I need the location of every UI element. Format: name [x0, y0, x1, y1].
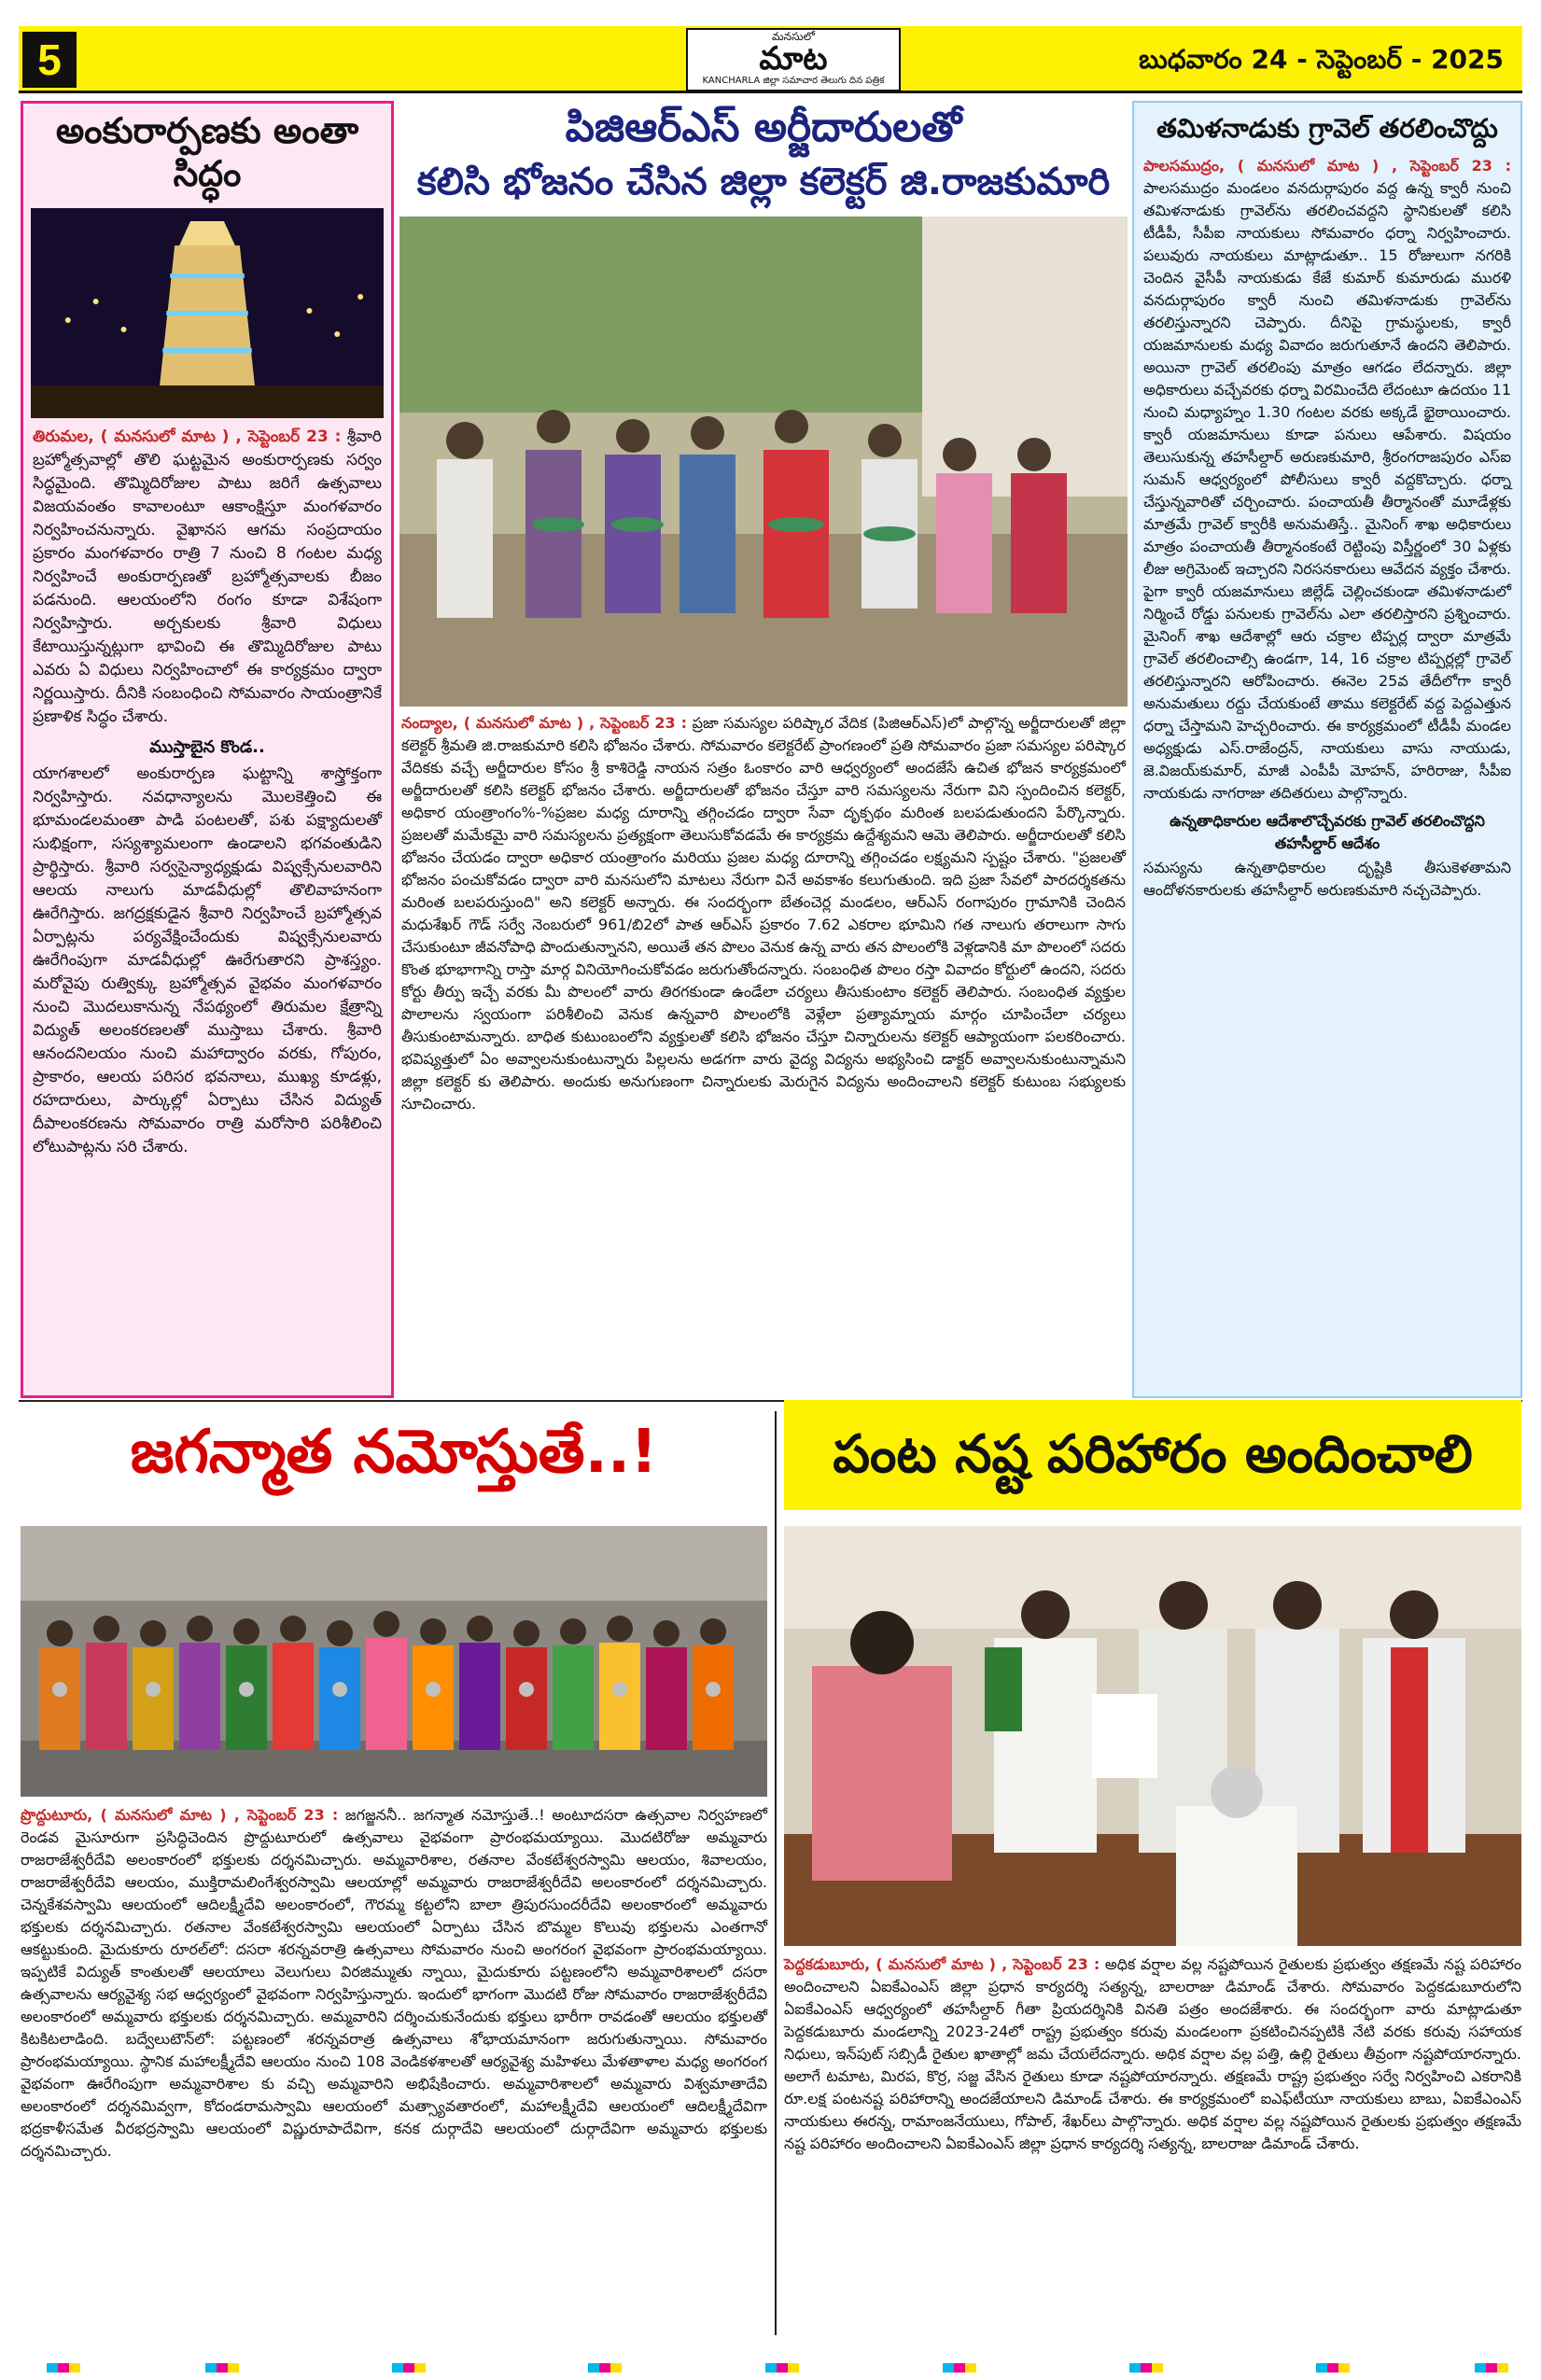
registration-mark [1129, 2363, 1163, 2373]
bottom-left-headline: జగన్మాత నమోస్తుతే..! [130, 1418, 658, 1487]
issue-date: బుధవారం 24 - సెప్టెంబర్ - 2025 [1139, 44, 1504, 75]
center-headline-line2: కలిసి భోజనం చేసిన జిల్లా కలెక్టర్ జి.రాజకుమారి [416, 161, 1111, 203]
header-strip [19, 26, 1522, 93]
bottom-right-dateline: పెద్దకడుబూరు, ( మనసులో మాట ) , సెప్టెంబర్ 23 : [784, 1955, 1100, 1973]
bottom-right-text [784, 1946, 1521, 2155]
registration-mark [205, 2363, 239, 2373]
registration-mark [47, 2363, 80, 2373]
masthead-top: మనసులో [771, 30, 816, 43]
right-headline: తమిళనాడుకు గ్రావెల్ తరలించొద్దు [1156, 113, 1498, 144]
left-body-1: శ్రీవారి బ్రహ్మోత్సవాల్లో తొలి ఘట్టమైన అంకురార్పణకు సర్వం సిద్ధమైంది. తొమ్మిదిరోజుల పాటు జరిగే ఉత్సవాలు విజయవంతం కావాలంటూ ఆకాంక్షిస్తూ మంగళవారం నిర్వహించనున్నారు. వైఖానస ఆగమ సంప్రదాయం ప్రకారం మంగళవారం రాత్రి 7 నుంచి 8 గంటల మధ్య నిర్వహించే అంకురార్పణతో బ్రహ్మోత్సవాలకు బీజం పడనుంది. ఆలయంలోని రంగం కూడా విశేషంగా నిర్వహిస్తారు. అర్చకులకు శ్రీవారి విధులు కేటాయిస్తున్నట్లుగా భావించి ఈ తొమ్మిదిరోజుల పాటు ఎవరు ఏ విధులు నిర్వహించాలో ఈ కార్యక్రమం ద్వారా నిర్ణయిస్తారు. దీనికి సంబంధించి సోమవారం సాయంత్రానికే ప్రణాళిక సిద్ధం చేశారు. [33, 427, 382, 726]
bottom-right-body: అధిక వర్షాల వల్ల నష్టపోయిన రైతులకు ప్రభుత్వం తక్షణమే నష్ట పరిహారం అందించాలని ఏఐకేఎంఎస్ జిల్లా ప్రధాన కార్యదర్శి సత్యన్న, బాలరాజు డిమాండ్ చేశారు. సోమవారం పెద్దకడుబూరులోని ఏఐకేఎంఎస్ ఆధ్వర్యంలో తహసీల్దార్ గీతా ప్రియదర్శినికి వినతి పత్రం అందజేశారు. ఈ సందర్భంగా వారు మాట్లాడుతూ పెద్దకడుబూరు మండలాన్ని 2023-24లో రాష్ట్ర ప్రభుత్వం కరువు మండలంగా ప్రకటించినప్పటికి నేటి వరకు కరువు సహాయక నిధులు, ఇన్‌పుట్ సబ్సిడీ రైతుల ఖాతాల్లో జమ చేయలేదన్నారు. అధిక వర్షాల వల్ల పత్తి, ఉల్లి రైతులు తీవ్రంగా నష్టపోయారన్నారు. అలాగే టమాట, మిరప, కొర్ర, సజ్జ వేసిన రైతులు కూడా నష్టపోయారన్నారు. తక్షణమే రాష్ట్ర ప్రభుత్వం సర్వే నిర్వహించి ఎకరానికి రూ.లక్ష పంటనష్ట పరిహారాన్ని అందజేయాలని డిమాండ్ చేశారు. ఈ కార్యక్రమంలో ఐఎఫ్‌టీయూ నాయకులు బాబు, ఏఐకేఎంఎస్ నాయకులు ఈరన్న, రామాంజనేయులు, గోపాల్, శేఖర్‌లు పాల్గొన్నారు. అధిక వర్షాల వల్ల నష్టపోయిన రైతులకు ప్రభుత్వం తక్షణమే నష్ట పరిహారం అందించాలని ఏఐకేఎంఎస్ జిల్లా ప్రధాన కార్యదర్శి సత్యన్న, బాలరాజు డిమాండ్ చేశారు. [784, 1955, 1522, 2152]
bottom-left-text [21, 1797, 767, 2163]
registration-mark [1475, 2363, 1508, 2373]
temple-photo [31, 208, 384, 418]
registration-mark [943, 2363, 976, 2373]
left-headline: అంకురార్పణకు అంతా సిద్ధం [55, 110, 359, 194]
bottom-right-story [784, 1526, 1521, 2343]
procession-photo [21, 1526, 767, 1797]
left-story [21, 101, 394, 1398]
left-body-2: యాగశాలలో అంకురార్పణ ఘట్టాన్ని శాస్త్రోక్తంగా నిర్వహిస్తారు. నవధాన్యాలను మొలకెత్తించి ఈ భూమండలమంతా పాడి పంటలతో, పశు పక్ష్యాదులతో సుభిక్షంగా, సస్యశ్యామలంగా ఉండాలని భగవంతుడిని ప్రార్థిస్తారు. శ్రీవారి సర్వసైన్యాధ్యక్షుడు విష్వక్సేనులవారిని ఆలయ నాలుగు మాడవీధుల్లో తొలివాహనంగా ఊరేగిస్తారు. జగద్రక్షకుడైన శ్రీవారి నిర్వహించే బ్రహ్మోత్సవ ఏర్పాట్లను పర్యవేక్షించేందుకు విష్వక్సేనులవారు ఊరేగింపుగా మాడవీధుల్లో ఊరేగుతారని ప్రాశస్త్యం. మరోవైపు రుత్విక్కు బ్రహ్మోత్సవ వైభవం మంగళవారం నుంచి మొదలుకానున్న నేపథ్యంలో తిరుమల క్షేత్రాన్ని విద్యుత్ అలంకరణలతో ముస్తాబు చేశారు. శ్రీవారి ఆనందనిలయం నుంచి మహాద్వారం వరకు, గోపురం, ప్రాకారం, ఆలయ పరిసర భవనాలు, ముఖ్య కూడళ్లు, రహదారులు, పార్కుల్లో ఏర్పాటు చేసిన విద్యుత్ దీపాలంకరణను సోమవారం రాత్రి మరోసారి పరిశీలించి లోటుపాట్లను సరి చేశారు. [33, 764, 382, 1156]
registration-mark [392, 2363, 426, 2373]
masthead-subtitle: KANCHARLA జిల్లా సమాచార తెలుగు దిన పత్రిక [702, 76, 885, 86]
right-subhead: ఉన్నతాధికారుల ఆదేశాలొచ్చేవరకు గ్రావెల్ తరలించొద్దని తహసీల్దార్ ఆదేశం [1170, 812, 1485, 852]
collector-lunch-photo [399, 217, 1128, 707]
registration-mark [588, 2363, 622, 2373]
page-number: 5 [22, 32, 77, 88]
right-story-text [1134, 155, 1520, 805]
right-body-1: పాలసముద్రం మండలం వనదుర్గాపురం వద్ద ఉన్న క్వారీ నుంచి తమిళనాడుకు గ్రావెల్‌ను తరలించవద్దని స్థానికులతో కలిసి టీడీపీ, సీపీఐ నాయకులు సోమవారం ధర్నా నిర్వహించారు. పలువురు నాయకులు మాట్లాడుతూ.. 15 రోజులుగా నగరికి చెందిన వైసీపీ నాయకుడు కేజే కుమార్ కుమారుడు మురళి వనదుర్గాపురం క్వారీ నుంచి తమిళనాడుకు గ్రావెల్‌ను తరలిస్తున్నారని చెప్పారు. దీనిపై గ్రామస్థులకు, క్వారీ యజమానులకు మధ్య వివాదం జరుగుతూనే ఉందని తెలిపారు. అయినా గ్రావెల్ తరలింపు మాత్రం ఆగడం లేదన్నారు. జిల్లా అధికారులు వచ్చేవరకు ధర్నా విరమించేది లేదంటూ ఉదయం 11 నుంచి మధ్యాహ్నం 1.30 గంటల వరకు అక్కడే భైఠాయించారు. క్వారీ యజమానులు కూడా పనులు ఆపేశారు. విషయం తెలుసుకున్న తహసీల్దార్ అరుణకుమారి, శ్రీరంగరాజపురం ఎస్ఐ సుమన్ ఆధ్వర్యంలో పోలీసులు క్వారీ వద్దకొచ్చారు. ధర్నా చేస్తున్నవారితో చర్చించారు. పంచాయతీ తీర్మానంతో మూడేళ్లకు మాత్రమే గ్రావెల్ క్వారీకి అనుమతిస్తే.. మైనింగ్ శాఖ అధికారులు మాత్రం పంచాయతీ తీర్మానంకంటే రెట్టింపు విస్తీర్ణంలో 30 ఏళ్లకు లీజు అగ్రిమెంట్ ఇచ్చారని నిరసనకారులు ఆవేదన వ్యక్తం చేశారు. పైగా క్వారీ యజమానులు జిల్లేడ్ చెల్లించకుండా తమిళనాడులో నిర్మించే రోడ్డు పనులకు గ్రావెల్‌ను ఎలా తరలిస్తారని ప్రశ్నించారు. మైనింగ్ శాఖ ఆదేశాల్లో ఆరు చక్రాల టిప్పర్ల ద్వారా మాత్రమే గ్రావెల్ తరలించాల్సి ఉండగా, 14, 16 చక్రాల టిప్పర్లల్లో గ్రావెల్ తరలిస్తున్నారని ఆరోపించారు. ఈనెల 25వ తేదీలోగా క్వారీ అనుమతులు రద్దు చేయకుంటే తాము కలెక్టరేట్ వద్ద పెద్దఎత్తున ధర్నా చేస్తామని హెచ్చరించారు. ఈ కార్యక్రమంలో టీడీపీ మండల అధ్యక్షుడు ఎస్.రాజేంద్రన్, నాయకులు వాసు నాయుడు, జె.విజయ్‌కుమార్, మాజీ ఎంపీపీ మోహన్, హరిరాజు, సీపీఐ నాయకుడు నాగరాజు తదితరులు పాల్గొన్నారు. [1143, 179, 1511, 802]
bottom-left-body: జగజ్జననీ.. జగన్మాత నమోస్తుతే..! అంటూదసరా ఉత్సవాల నిర్వహణలో రెండవ మైసూరుగా ప్రసిద్ధిచెందిన ప్రొద్దుటూరులో ఉత్సవాలు వైభవంగా ప్రారంభమయ్యాయి. మొదటిరోజు అమ్మవారు రాజరాజేశ్వరీదేవి అలంకారంలో భక్తులకు దర్శనమిచ్చారు. అమ్మవారిశాల, రతనాల వేంకటేశ్వరస్వామి ఆలయం, శివాలయం, రాజరాజేశ్వరీదేవి ఆలయం, ముక్తిరామలింగేశ్వరస్వామి ఆలయాల్లో అమ్మవారు రాజరాజేశ్వరీదేవి అలంకారంలో దర్శనమిచ్చారు. చెన్నకేశవస్వామి ఆలయంలో ఆదిలక్ష్మీదేవి అలంకారంలో, గౌరమ్మ కట్టలోని బాలా త్రిపురసుందరీదేవి అలంకారంలో అమ్మవారు భక్తులకు దర్శనమిచ్చారు. రతనాల వేంకటేశ్వరస్వామి ఆలయంలో ఏర్పాటు చేసిన బొమ్మల కొలువు భక్తులను ఎంతగానో ఆకట్టుకుంది. మైదుకూరు రూరల్‌లో: దసరా శరన్నవరాత్రి ఉత్సవాలు సోమవారం నుంచి అంగరంగ వైభవంగా ప్రారంభమయ్యాయి. ఇప్పటికే విద్యుత్ కాంతులతో ఆలయాలు వెలుగులు విరజిమ్ముతు న్నాయి, మైదుకూరు పట్టణంలోని అమ్మవారిశాలలో దసరా ఉత్సవాలను ఆర్యవైశ్య సభ ఆధ్వర్యంలో వైభవంగా నిర్వహిస్తున్నారు. ఇందులో భాగంగా మొదటి రోజు సోమవారం రాజరాజేశ్వరీదేవి అలంకారంలో అమ్మవారు భక్తులకు దర్శనమిచ్చారు. అమ్మవారిని దర్శించుకునేందుకు భక్తులు భారీగా రావడంతో ఆలయం భక్తులతో కిటకిటలాడింది. బద్వేలుటౌన్‌లో: పట్టణంలో శరన్నవరాత్ర ఉత్సవాలు శోభాయమానంగా జరుగుతున్నాయి. సోమవారం ప్రారంభమయ్యాయి. స్థానిక మహాలక్ష్మీదేవి ఆలయం నుంచి 108 వెండికళశాలతో ఆర్యవైశ్య మహిళలు మేళతాళాల మధ్య అంగరంగ వైభవంగా ఊరేగింపుగా అమ్మవారిశాల కు వచ్చి అమ్మవారిని అభిషేకించారు. అమ్మవారిశాలలో అమ్మవారు విశ్వమాతాదేవి అలంకారంలో దర్శనమివ్వగా, కోదండరామస్వామి ఆలయంలో మత్స్యావతారంలో, మహాలక్ష్మీదేవి ఆలయంలో ఆదిలక్ష్మీదేవిగా భద్రకాళీసమేత వీరభద్రస్వామి ఆలయంలో విష్ణురూపాదేవిగా, కనక దుర్గాదేవి ఆలయంలో దుర్గాదేవిగా అమ్మవారు భక్తులకు దర్శనమిచ్చారు. [21, 1806, 767, 2160]
right-story [1132, 101, 1522, 1398]
left-dateline: తిరుమల, ( మనసులో మాట ) , సెప్టెంబర్ 23 : [33, 427, 342, 446]
registration-mark [1316, 2363, 1350, 2373]
column-divider [775, 1411, 777, 2335]
masthead [686, 28, 901, 91]
center-headline-line1: పిజిఆర్ఎస్ అర్జీదారులతో [565, 104, 962, 151]
center-story [399, 101, 1128, 1398]
memorandum-photo [784, 1526, 1521, 1946]
registration-mark [765, 2363, 799, 2373]
left-subhead: ముస్తాబైన కొండ.. [149, 737, 265, 757]
center-story-text [399, 707, 1128, 1115]
center-body: ప్రజా సమస్యల పరిష్కార వేదిక (పిజిఆర్ఎస్)లో పాల్గొన్న అర్జీదారులతో జిల్లా కలెక్టర్ శ్రీమతి జి.రాజకుమారి కలిసి భోజనం చేశారు. సోమవారం కలెక్టరేట్ ప్రాంగణంలో ప్రతి సోమవారం ప్రజా సమస్యల పరిష్కార వేదికకు వచ్చే అర్జీదారుల కోసం శ్రీ కాశిరెడ్డి నాయన సత్రం ఓంకారం వారి ఆధ్వర్యంలో అందజేసే ఉచిత భోజన కార్యక్రమంలో అర్జీదారులతో కలిసి కలెక్టర్ భోజనం చేశారు. అర్జీదారులతో భోజనం చేస్తూ వారి సమస్యలను నేరుగా విని స్పందించిన కలెక్టర్, అధికార యంత్రాంగం%-%ప్రజల మధ్య దూరాన్ని తగ్గించడం ద్వారా సేవా దృక్పథం మరింత బలపడుతుందని పేర్కొన్నారు. ప్రజలతో మమేకమై వారి సమస్యలను ప్రత్యక్షంగా తెలుసుకోవడమే ఈ కార్యక్రమ ఉద్దేశ్యమని ఆమె తెలిపారు. అర్జీదారులతో కలిసి భోజనం చేయడం ద్వారా అధికార యంత్రాంగం మరియు ప్రజల మధ్య దూరాన్ని తగ్గించడం లక్ష్యమని స్పష్టం చేశారు. "ప్రజలతో భోజనం పంచుకోవడం ద్వారా వారి మనసులోని మాటలు నేరుగా వినే అవకాశం కలుగుతుంది. ఇది ప్రజా సేవలో పారదర్శకతను మరింత బలపరుస్తుంది" అని కలెక్టర్ అన్నారు. ఈ సందర్భంగా బేతంచెర్ల మండలం, ఆర్ఎస్ రంగాపురం గ్రామానికి చెందిన మధుశేఖర్ గౌడ్ సర్వే నెంబరులో 961/బి2లో పాత ఆర్ఎస్ ప్రకారం 7.62 ఎకరాల భూమిని గత నాలుగు తరాలుగా సాగు చేసుకుంటూ జీవనోపాధి పొందుతున్నానని, అయితే తన పొలం వెనుక ఉన్న వారు తన పొలంలోకి వెళ్లడానికి మా పొలంలో సదరు కొంత భూభాగాన్ని రాస్తా మార్గ వినియోగించుకోవడం జరుగుతోందన్నారు. సంబంధిత పొలం రస్తా వివాదం కోర్టులో ఉందని, సదరు కోర్టు తీర్పు ఇచ్చే వరకు మీ పొలంలో వారు తిరగకుండా ఉండేలా చర్యలు తీసుకుంటాం కలెక్టర్ తెలిపారు. సంబంధిత వ్యక్తుల పొలాలను స్వయంగా పరిశీలించి వెనుక ఉన్నవారి పొలంలోకి వెళ్లేలా ప్రత్యామ్నాయ మార్గం చూపించేలా చర్యలు తీసుకుంటామన్నారు. బాధిత కుటుంబంలోని వ్యక్తులతో కలిసి భోజనం చేస్తూ చిన్నారులను కలెక్టర్ ఆప్యాయంగా పలకరించారు. భవిష్యత్తులో ఏం అవ్వాలనుకుంటున్నారు పిల్లలను అడగగా వారు వైద్య విద్యను అభ్యసించి డాక్టర్ అవ్వాలనుకుంటున్నామని జిల్లా కలెక్టర్ కు తెలిపారు. అందుకు అనుగుణంగా చిన్నారులకు మెరుగైన విద్యను అందించాలని కలెక్టర్ కుటుంబ సభ్యులకు సూచించారు. [401, 714, 1126, 1113]
right-body-2: సమస్యను ఉన్నతాధికారుల దృష్టికి తీసుకెళతామని ఆందోళనకారులకు తహసీల్దార్ అరుణకుమారి నచ్చచెప్పారు. [1143, 859, 1511, 899]
left-story-text [23, 426, 391, 729]
bottom-left-story [21, 1526, 767, 2343]
center-dateline: నంద్యాల, ( మనసులో మాట ) , సెప్టెంబర్ 23 : [401, 714, 688, 732]
bottom-right-headline: పంట నష్ట పరిహారం అందించాలి [784, 1400, 1521, 1510]
right-dateline: పాలసముద్రం, ( మనసులో మాట ) , సెప్టెంబర్ 23 : [1143, 157, 1511, 175]
bottom-left-dateline: ప్రొద్దుటూరు, ( మనసులో మాట ) , సెప్టెంబర్ 23 : [21, 1806, 339, 1824]
masthead-title: మాట [759, 40, 828, 77]
